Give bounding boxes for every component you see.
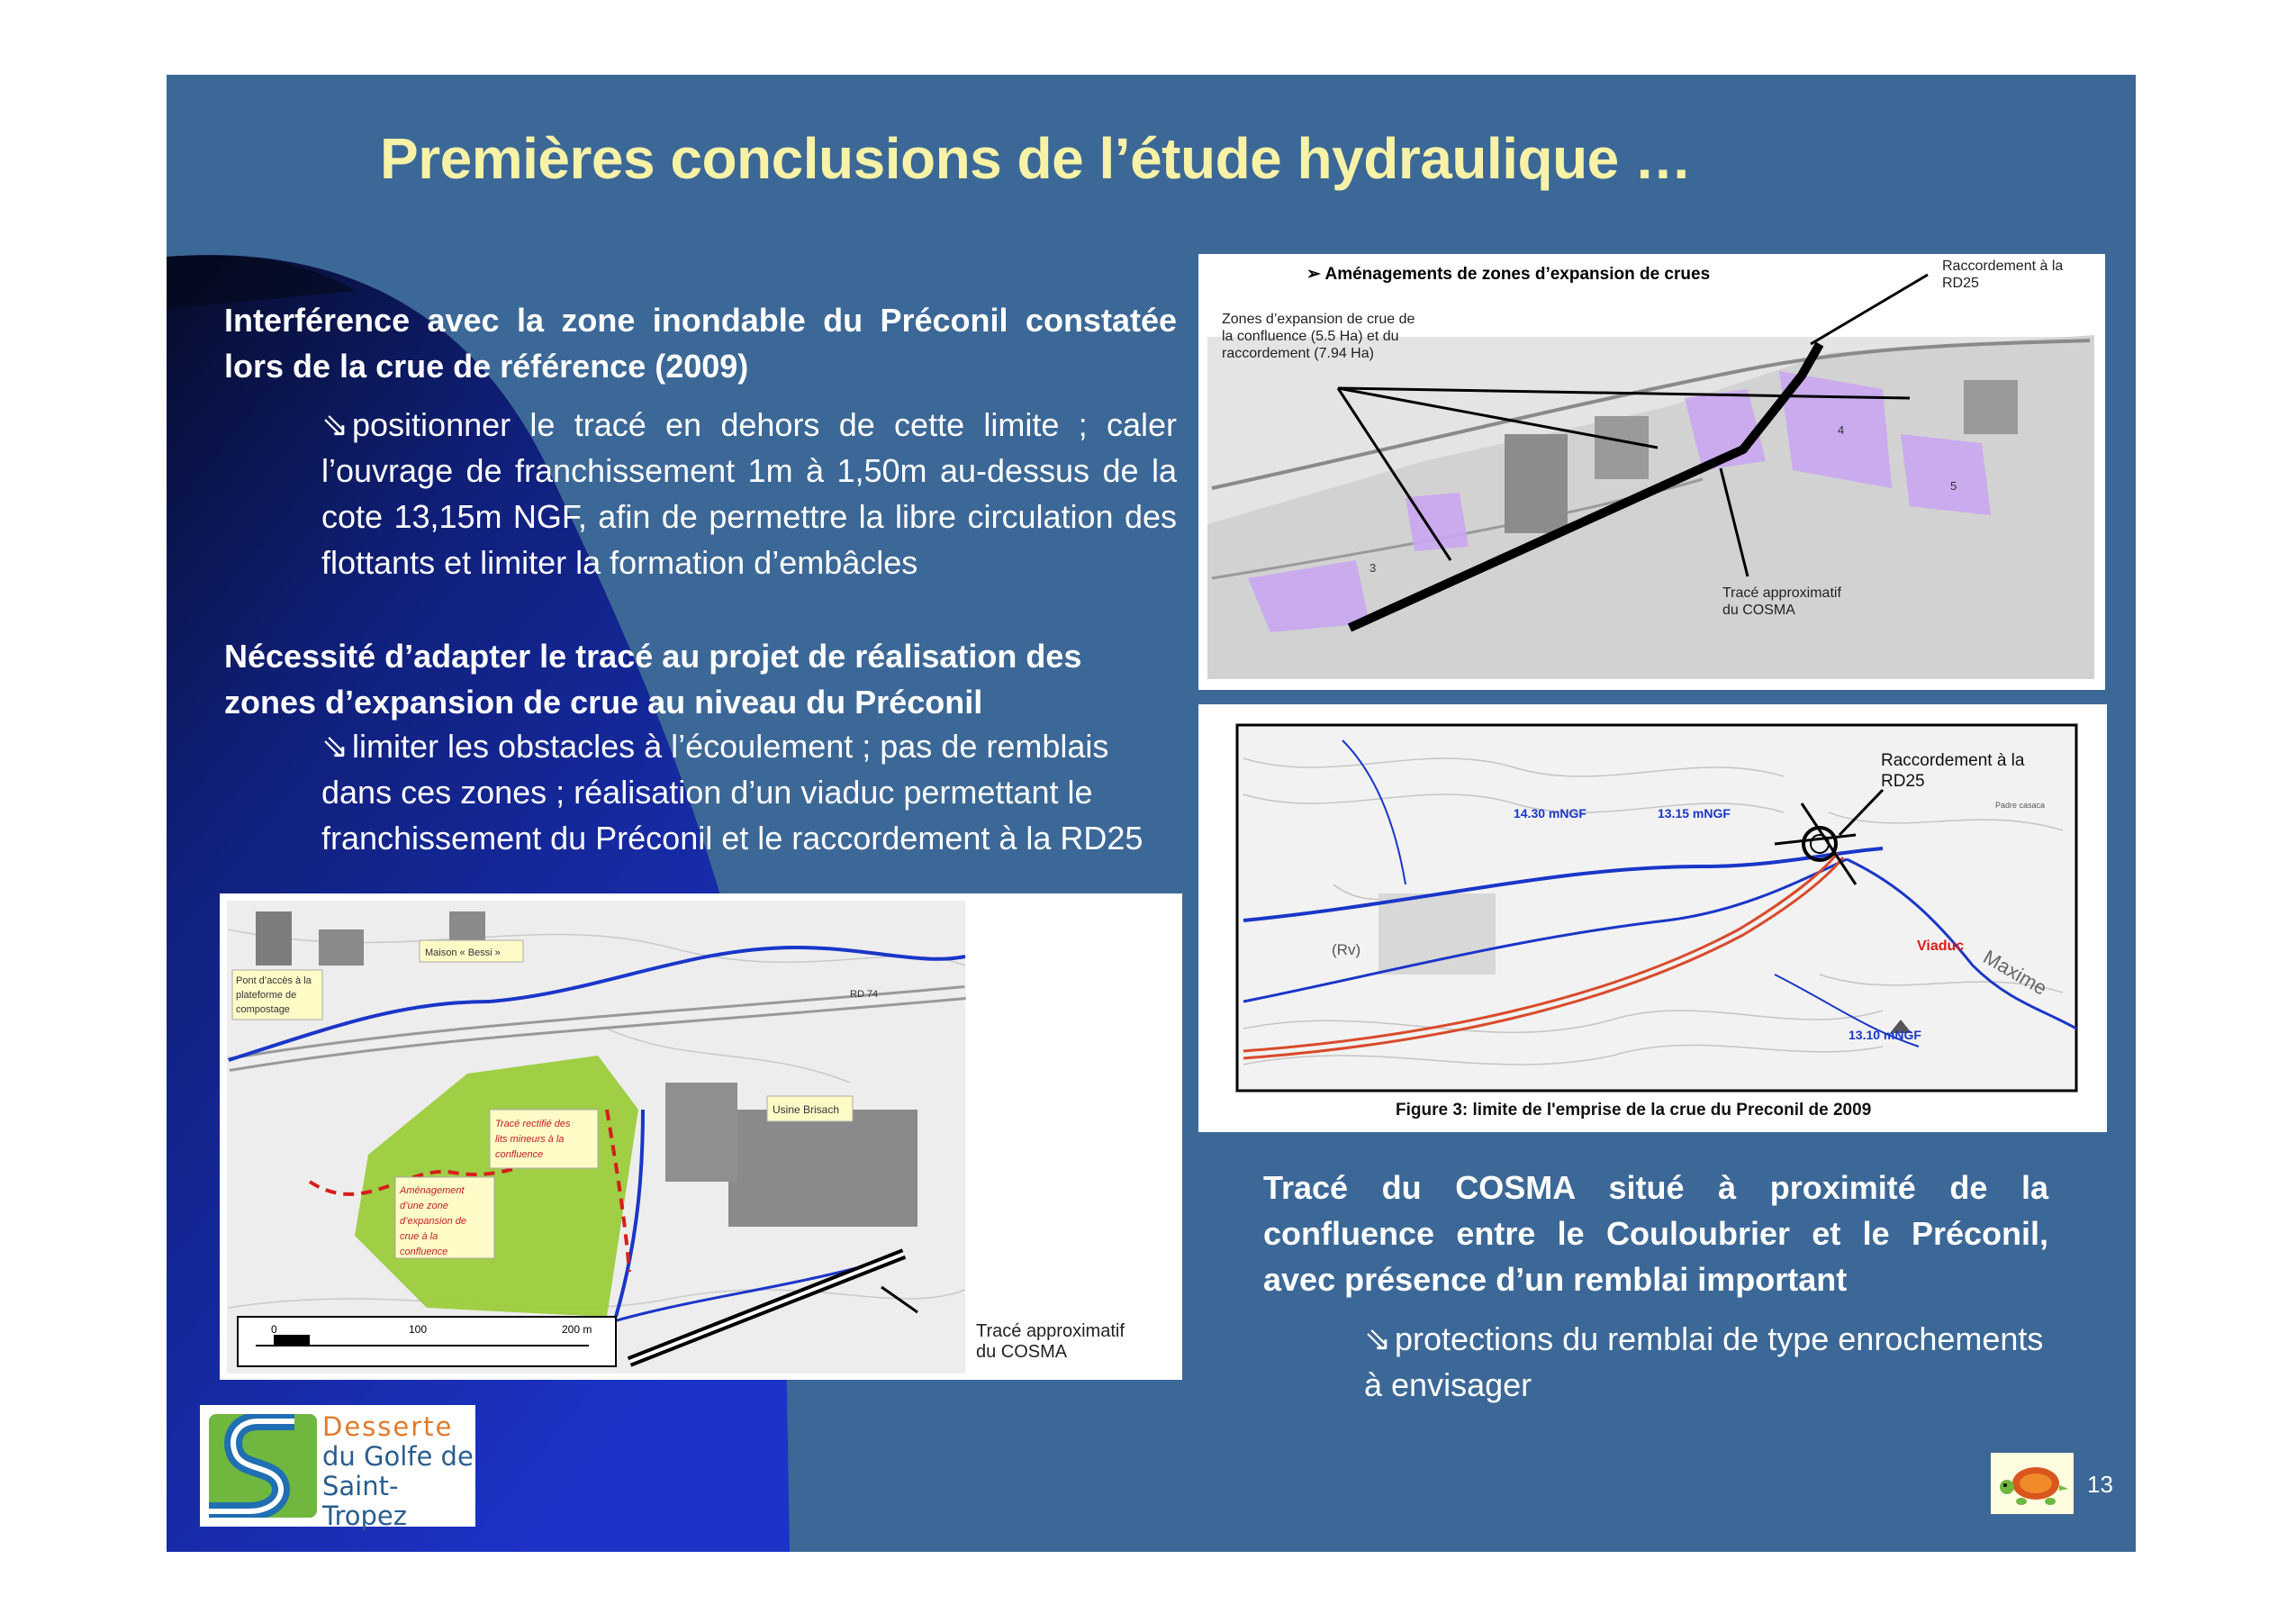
map3-label-amenag-5: confluence	[400, 1247, 448, 1257]
map2-label-raccordement: Raccordement à la	[1881, 751, 2025, 770]
svg-text:➢ Aménagements de zones d’expa: ➢ Aménagements de zones d’expansion de crues	[1306, 265, 1711, 284]
map3-label-usine: Usine Brisach	[773, 1103, 840, 1116]
map1-zone-4: 4	[1838, 423, 1845, 437]
logo-desserte	[200, 1405, 475, 1531]
map3-label-rd74: RD 74	[850, 989, 879, 1000]
logo-line-3: Saint-Tropez	[322, 1471, 407, 1531]
page-number: 13	[2087, 1471, 2113, 1498]
turtle-icon	[1991, 1453, 2074, 1514]
map-confluence	[220, 893, 1182, 1380]
map2-label-rv: (Rv)	[1332, 941, 1361, 958]
map-confluence-drawing	[220, 893, 1182, 1380]
map2-label-1430: 14.30 mNGF	[1514, 806, 1586, 821]
map1-zone-5: 5	[1950, 479, 1957, 493]
arrow-icon: ⇘	[321, 728, 349, 765]
section-2-heading: Nécessité d’adapter le tracé au projet de réalisation des zones d’expansion de crue au niveau du Préconil	[224, 638, 1082, 721]
slide	[167, 75, 2136, 1552]
map3-label-trace-rect-3: confluence	[495, 1149, 544, 1160]
slide-title: Premières conclusions de l’étude hydraulique …	[380, 126, 1692, 191]
map3-scale-200: 200 m	[562, 1323, 592, 1336]
map1-label-raccordement: Raccordement à la	[1942, 258, 2064, 274]
map3-label-trace-rect-2: lits mineurs à la	[495, 1134, 565, 1145]
map3-label-amenag-4: crue à la	[400, 1231, 438, 1242]
map3-label-trace-rect-1: Tracé rectifié des	[495, 1119, 571, 1129]
section-2-bullet-text: limiter les obstacles à l’écoulement ; pas de remblais dans ces zones ; réalisation d’un viaduc permettant le franchissement du Préconil et le raccordement à la RD25	[321, 728, 1143, 857]
map2-label-1315: 13.15 mNGF	[1658, 806, 1731, 821]
map3-label-amenag-3: d’expansion de	[400, 1216, 467, 1227]
map3-scale-0: 0	[271, 1323, 277, 1336]
map3-label-maison: Maison « Bessi »	[425, 948, 501, 958]
map3-label-pont-3: compostage	[236, 1004, 290, 1015]
logo-line-1: Desserte	[322, 1411, 454, 1442]
map3-label-cosma: du COSMA	[976, 1342, 1068, 1362]
section-3-bullet	[1364, 1316, 2048, 1408]
section-3-heading: Tracé du COSMA situé à proximité de la confluence entre le Couloubrier et le Préconil, avec présence d’un remblai important	[1263, 1169, 2048, 1298]
logo-line-2: du Golfe de	[322, 1441, 474, 1472]
map-flood-limit	[1198, 704, 2107, 1132]
map2-caption: Figure 3: limite de l'emprise de la crue du Preconil de 2009	[1396, 1101, 1872, 1120]
logo-s-icon	[209, 1414, 317, 1518]
map2-label-padre: Padre casaca	[1995, 801, 2046, 810]
map1-label-zones-2: la confluence (5.5 Ha) et du	[1222, 329, 1399, 344]
map2-label-1310: 13.10 mNGF	[1849, 1028, 1921, 1042]
map2-label-maxime: Maxime	[1979, 945, 2051, 1000]
section-1-bullet	[321, 402, 1177, 585]
map3-label-pont-2: plateforme de	[236, 990, 297, 1001]
map1-label-zones-1: Zones d’expansion de crue de	[1222, 312, 1415, 327]
arrow-icon: ⇘	[321, 406, 349, 443]
map2-label-viaduc: Viaduc	[1917, 938, 1965, 954]
map1-label-zones-3: raccordement (7.94 Ha)	[1222, 346, 1374, 361]
logo-text	[322, 1412, 475, 1531]
arrow-icon: ⇘	[1364, 1320, 1392, 1357]
map3-label-amenag-2: d’une zone	[400, 1201, 448, 1211]
map-flood-limit-drawing	[1198, 704, 2107, 1132]
section-3-bullet-text: protections du remblai de type enrochements à envisager	[1364, 1320, 2044, 1403]
map3-label-amenag-1: Aménagement	[400, 1185, 465, 1196]
section-1-heading: Interférence avec la zone inondable du Préconil constatée lors de la crue de référence (2009)	[224, 302, 1177, 385]
map1-label-rd25: RD25	[1942, 276, 1979, 291]
section-1-bullet-text: positionner le tracé en dehors de cette limite ; caler l’ouvrage de franchissement 1m à 1,50m au-dessus de la cote 13,15m NGF, afin de permettre la libre circulation des flottants et limiter la formation d’embâcles	[321, 406, 1177, 581]
map1-label-cosma: du COSMA	[1722, 603, 1795, 618]
map3-scale-100: 100	[409, 1323, 428, 1336]
map2-label-rd25: RD25	[1881, 772, 1925, 791]
section-2-bullet	[321, 723, 1177, 861]
map1-label-trace: Tracé approximatif	[1722, 585, 1841, 601]
map-expansion-zones-drawing	[1198, 254, 2105, 690]
map3-label-trace: Tracé approximatif	[976, 1321, 1125, 1341]
map1-heading: Aménagements de zones d’expansion de crues	[1324, 265, 1711, 284]
map1-zone-3: 3	[1369, 561, 1377, 575]
map3-label-pont-1: Pont d’accès à la	[236, 975, 312, 986]
map-expansion-zones	[1198, 254, 2105, 690]
